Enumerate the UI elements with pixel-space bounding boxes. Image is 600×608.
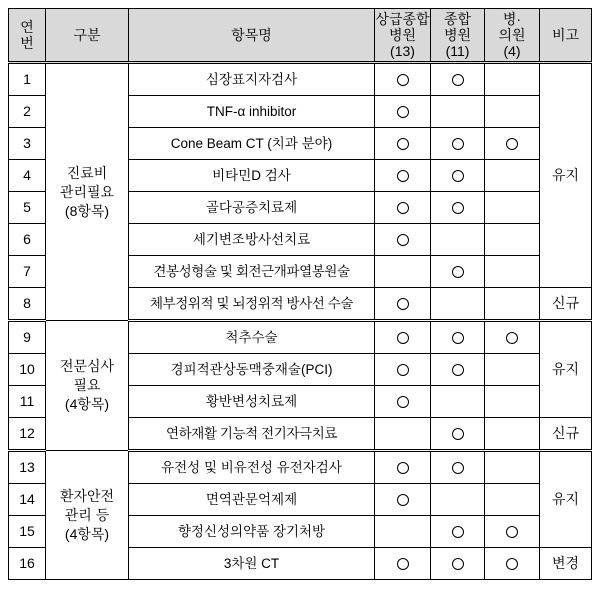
row-number: 12 <box>9 418 46 451</box>
row-number: 1 <box>9 63 46 96</box>
row-number: 7 <box>9 256 46 288</box>
mark-tertiary <box>375 63 431 96</box>
header-row <box>9 9 592 63</box>
circle-mark-icon <box>397 494 409 506</box>
mark-general <box>431 516 485 548</box>
mark-general <box>431 288 485 321</box>
circle-mark-icon <box>452 202 464 214</box>
header-no-label: 연 번 <box>20 19 34 51</box>
review-items-table-container <box>8 8 591 580</box>
mark-clinic <box>485 224 540 256</box>
mark-clinic <box>485 516 540 548</box>
header-category-label: 구분 <box>73 26 101 43</box>
mark-general <box>431 451 485 484</box>
circle-mark-icon <box>452 364 464 376</box>
row-number: 16 <box>9 548 46 580</box>
row-number: 8 <box>9 288 46 321</box>
circle-mark-icon <box>452 332 464 344</box>
mark-tertiary <box>375 321 431 354</box>
note-changed: 변경 <box>540 548 592 580</box>
review-items-table <box>8 8 592 580</box>
mark-clinic <box>485 288 540 321</box>
mark-clinic <box>485 96 540 128</box>
item-name: 비타민D 검사 <box>129 160 375 192</box>
table-body <box>9 63 592 580</box>
circle-mark-icon <box>397 298 409 310</box>
table-row <box>9 63 592 96</box>
row-number: 15 <box>9 516 46 548</box>
circle-mark-icon <box>397 170 409 182</box>
mark-tertiary <box>375 354 431 386</box>
row-number: 11 <box>9 386 46 418</box>
header-general <box>431 9 485 63</box>
circle-mark-icon <box>397 396 409 408</box>
mark-general <box>431 548 485 580</box>
mark-tertiary <box>375 160 431 192</box>
mark-general <box>431 418 485 451</box>
mark-general <box>431 192 485 224</box>
header-clinic-label: 병· 의원 (4) <box>498 11 526 59</box>
item-name: 체부정위적 및 뇌정위적 방사선 수술 <box>129 288 375 321</box>
note-new2: 신규 <box>540 418 592 451</box>
mark-general <box>431 484 485 516</box>
mark-tertiary <box>375 256 431 288</box>
mark-tertiary <box>375 516 431 548</box>
row-number: 4 <box>9 160 46 192</box>
mark-clinic <box>485 386 540 418</box>
item-name: 유전성 및 비유전성 유전자검사 <box>129 451 375 484</box>
circle-mark-icon <box>452 170 464 182</box>
circle-mark-icon <box>452 74 464 86</box>
row-number: 5 <box>9 192 46 224</box>
row-number: 10 <box>9 354 46 386</box>
mark-clinic <box>485 160 540 192</box>
mark-tertiary <box>375 484 431 516</box>
note-keep1: 유지 <box>540 63 592 288</box>
item-name: 골다공증치료제 <box>129 192 375 224</box>
circle-mark-icon <box>506 526 518 538</box>
category-g1: 진료비 관리필요 (8항목) <box>46 63 129 321</box>
circle-mark-icon <box>397 462 409 474</box>
item-name: 척추수술 <box>129 321 375 354</box>
mark-general <box>431 256 485 288</box>
item-name: Cone Beam CT (치과 분야) <box>129 128 375 160</box>
mark-tertiary <box>375 548 431 580</box>
circle-mark-icon <box>397 74 409 86</box>
circle-mark-icon <box>397 138 409 150</box>
mark-clinic <box>485 128 540 160</box>
item-name: 견봉성형술 및 회전근개파열봉원술 <box>129 256 375 288</box>
circle-mark-icon <box>452 462 464 474</box>
row-number: 6 <box>9 224 46 256</box>
circle-mark-icon <box>506 138 518 150</box>
mark-tertiary <box>375 224 431 256</box>
circle-mark-icon <box>397 202 409 214</box>
mark-tertiary <box>375 386 431 418</box>
row-number: 2 <box>9 96 46 128</box>
header-tertiary <box>375 9 431 63</box>
mark-tertiary <box>375 288 431 321</box>
header-general-label: 종합 병원 (11) <box>443 11 472 59</box>
circle-mark-icon <box>397 558 409 570</box>
circle-mark-icon <box>452 428 464 440</box>
header-note-label: 비고 <box>551 26 580 43</box>
circle-mark-icon <box>452 266 464 278</box>
header-item-label: 항목명 <box>231 26 272 43</box>
table-row <box>9 321 592 354</box>
mark-clinic <box>485 192 540 224</box>
table-row <box>9 451 592 484</box>
mark-general <box>431 354 485 386</box>
mark-general <box>431 386 485 418</box>
circle-mark-icon <box>452 138 464 150</box>
note-keep3: 유지 <box>540 451 592 548</box>
mark-clinic <box>485 548 540 580</box>
circle-mark-icon <box>397 234 409 246</box>
header-note <box>540 9 592 63</box>
mark-general <box>431 63 485 96</box>
item-name: 경피적관상동맥중재술(PCI) <box>129 354 375 386</box>
item-name: 심장표지자검사 <box>129 63 375 96</box>
item-name: 세기변조방사선치료 <box>129 224 375 256</box>
circle-mark-icon <box>397 332 409 344</box>
header-tertiary-label: 상급종합 병원 (13) <box>375 11 430 59</box>
mark-clinic <box>485 256 540 288</box>
mark-clinic <box>485 321 540 354</box>
mark-clinic <box>485 418 540 451</box>
row-number: 3 <box>9 128 46 160</box>
mark-tertiary <box>375 192 431 224</box>
row-number: 14 <box>9 484 46 516</box>
mark-clinic <box>485 63 540 96</box>
circle-mark-icon <box>452 526 464 538</box>
mark-tertiary <box>375 418 431 451</box>
circle-mark-icon <box>397 364 409 376</box>
item-name: 면역관문억제제 <box>129 484 375 516</box>
note-new1: 신규 <box>540 288 592 321</box>
mark-tertiary <box>375 451 431 484</box>
item-name: 3차원 CT <box>129 548 375 580</box>
circle-mark-icon <box>452 558 464 570</box>
mark-general <box>431 128 485 160</box>
mark-general <box>431 96 485 128</box>
row-number: 13 <box>9 451 46 484</box>
mark-clinic <box>485 451 540 484</box>
note-keep2: 유지 <box>540 321 592 418</box>
item-name: TNF-α inhibitor <box>129 96 375 128</box>
mark-tertiary <box>375 96 431 128</box>
item-name: 향정신성의약품 장기처방 <box>129 516 375 548</box>
circle-mark-icon <box>506 332 518 344</box>
circle-mark-icon <box>397 106 409 118</box>
mark-general <box>431 224 485 256</box>
header-item <box>129 9 375 63</box>
header-clinic <box>485 9 540 63</box>
mark-tertiary <box>375 128 431 160</box>
header-no <box>9 9 46 63</box>
item-name: 황반변성치료제 <box>129 386 375 418</box>
category-g3: 환자안전 관리 등 (4항목) <box>46 451 129 580</box>
circle-mark-icon <box>506 558 518 570</box>
mark-general <box>431 321 485 354</box>
category-g2: 전문심사 필요 (4항목) <box>46 321 129 451</box>
item-name: 연하재활 기능적 전기자극치료 <box>129 418 375 451</box>
row-number: 9 <box>9 321 46 354</box>
mark-general <box>431 160 485 192</box>
mark-clinic <box>485 354 540 386</box>
header-category <box>46 9 129 63</box>
mark-clinic <box>485 484 540 516</box>
